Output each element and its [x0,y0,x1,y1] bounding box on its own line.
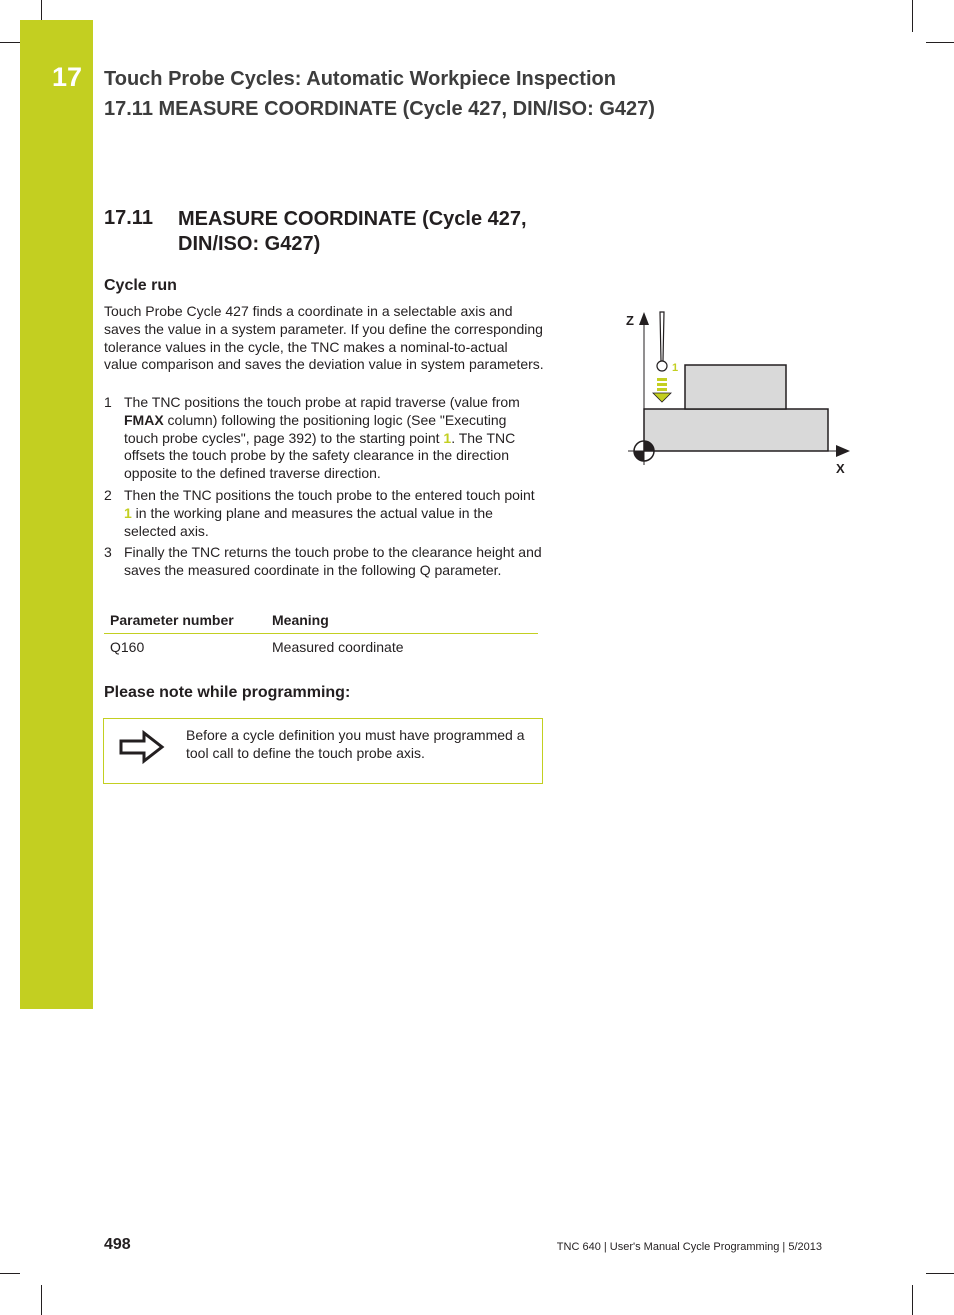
footer-text: TNC 640 | User's Manual Cycle Programming | 5/2013 [556,1241,822,1253]
list-item [104,487,544,540]
point-reference: 1 [443,429,452,446]
cycle-run-intro: Touch Probe Cycle 427 finds a coordinate in a selectable axis and saves the value in a system parameter. If you define the corresponding tolerance values in the cycle, the TNC makes a nominal-to-actual value comparison and saves the deviation value in system parameters. [104,303,544,373]
running-header-title: Touch Probe Cycles: Automatic Workpiece Inspection [104,68,616,90]
list-item [104,544,544,580]
point-label: 1 [672,362,679,374]
chapter-sidebar [20,20,93,1009]
page-number: 498 [104,1236,131,1253]
crop-mark [926,42,954,43]
column-header: Parameter number [104,610,266,634]
step-text: Then the TNC positions the touch probe to the entered touch point [124,486,535,503]
crop-mark [0,1273,20,1274]
step-text: The TNC positions the touch probe at rapid traverse (value from [124,394,520,410]
table-row [104,634,538,661]
note-text: Before a cycle definition you must have programmed a tool call to define the touch probe axis. [186,727,525,761]
running-header-section: 17.11 MEASURE COORDINATE (Cycle 427, DIN/ISO: G427) [104,98,655,120]
section-number: 17.11 [104,207,153,229]
datum-quadrant [634,451,644,461]
step-number: 3 [104,544,112,561]
probe-stylus-icon [660,312,664,361]
table-cell: Measured coordinate [272,639,404,655]
feed-stripe [657,378,667,381]
section-title: MEASURE COORDINATE (Cycle 427, DIN/ISO: G427) [178,208,527,255]
table-header-row [104,610,538,634]
crop-mark [912,1285,913,1315]
crop-mark [41,1285,42,1315]
note-box [103,718,543,784]
workpiece-base [644,409,828,451]
point-reference: 1 [124,504,132,521]
z-axis-label: Z [626,313,634,328]
fmax-keyword: FMAX [124,411,164,428]
x-axis-label: X [836,461,845,476]
feed-arrow-icon [653,393,671,402]
programming-heading: Please note while programming: [104,684,351,701]
workpiece-step [685,365,786,409]
feed-stripe [657,388,667,391]
probe-tip-icon [657,361,667,371]
z-axis-arrow-icon [639,312,649,325]
feed-stripe [657,383,667,386]
step-number: 1 [104,394,112,410]
crop-mark [0,42,20,43]
parameter-table [104,610,538,660]
crop-mark [926,1273,954,1274]
cycle-run-heading: Cycle run [104,277,177,294]
table-cell: Q160 [110,639,145,655]
list-item [104,394,544,483]
step-number: 2 [104,486,112,503]
crop-mark [912,0,913,32]
step-text: in the working plane and measures the actual value in the selected axis. [124,504,493,539]
x-axis-arrow-icon [836,445,850,457]
column-header: Meaning [266,610,538,634]
step-text: column) following the positioning logic (See "Executing touch probe cycles", page 392) to the starting point [124,411,507,446]
step-text: Finally the TNC returns the touch probe to the clearance height and saves the measured coordinate in the following Q parameter. [124,544,542,579]
chapter-number: 17 [52,62,83,92]
cycle-steps-list [104,394,544,584]
crop-mark [41,0,42,20]
step-text: . The TNC offsets the touch probe by the safety clearance in the direction opposite to the defined traverse direction. [124,429,516,482]
probe-diagram [620,300,860,480]
arrow-right-icon [118,729,166,770]
